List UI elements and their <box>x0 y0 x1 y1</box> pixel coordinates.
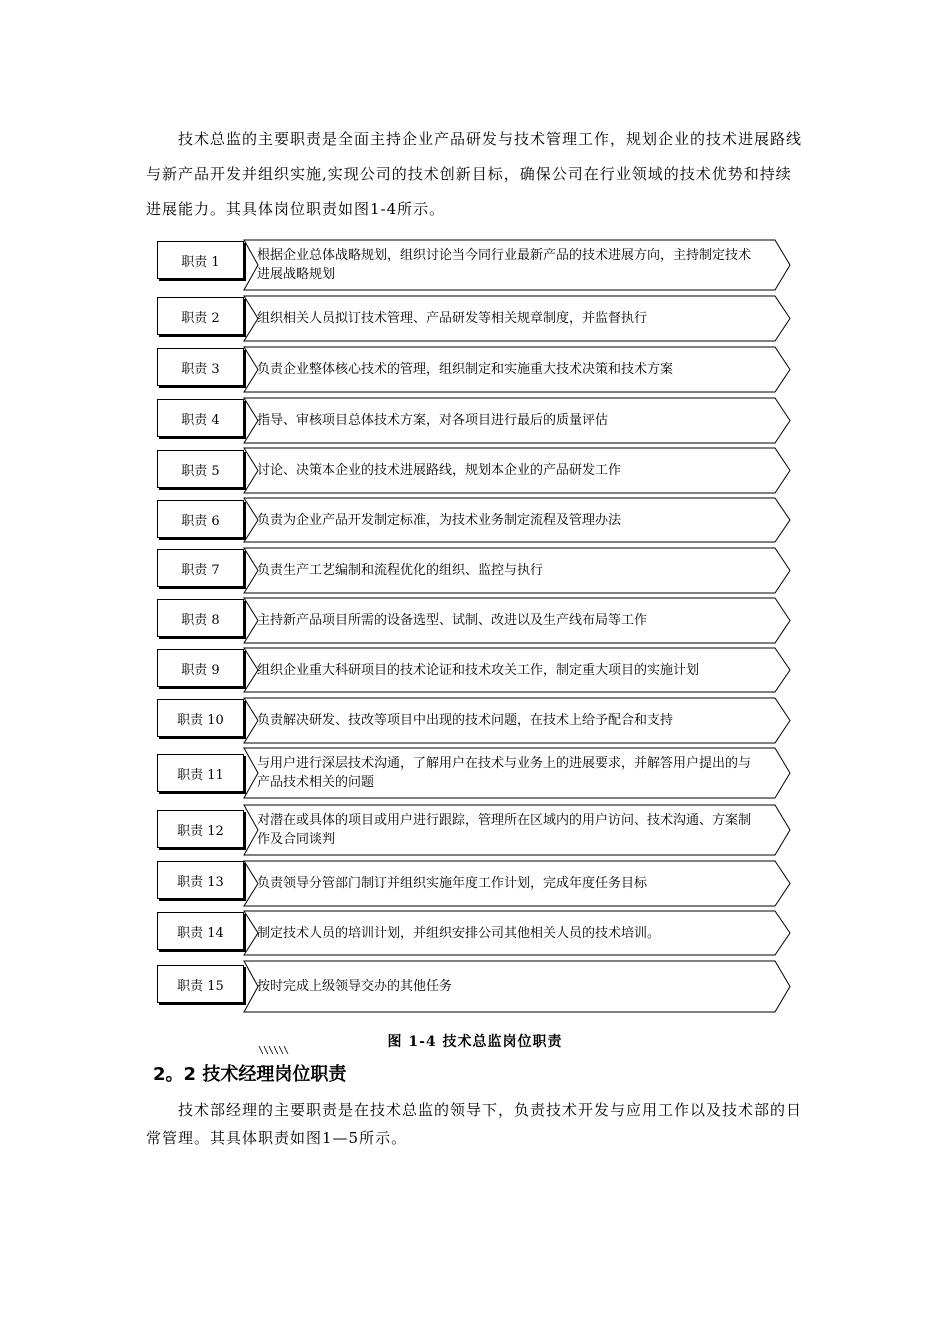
duty-text: 负责为企业产品开发制定标准，为技术业务制定流程及管理办法 <box>257 513 622 528</box>
duty-row <box>0 295 950 342</box>
duty-text: 指导、审核项目总体技术方案，对各项目进行最后的质量评估 <box>257 413 609 428</box>
duty-text: 与用户进行深层技术沟通，了解用户在技术与业务上的进展要求，并解答用户提出的与产品技术相关的问题 <box>257 756 752 790</box>
duty-label: 职责 1 <box>157 241 244 279</box>
intro-paragraph: 技术总监的主要职责是全面主持企业产品研发与技术管理工作，规划企业的技术进展路线与新产品开发并组织实施,实现公司的技术创新目标，确保公司在行业领域的技术优势和持续进展能力。其具体岗位职责如图1-4所示。 <box>146 130 803 218</box>
duty-row <box>0 597 950 644</box>
duty-row <box>0 447 950 494</box>
duty-row <box>0 860 950 907</box>
duty-row <box>0 397 950 444</box>
duty-text: 根据企业总体战略规划，组织讨论当今同行业最新产品的技术进展方向，主持制定技术进展战略规划 <box>257 248 752 282</box>
second-paragraph: 技术部经理的主要职责是在技术总监的领导下，负责技术开发与应用工作以及技术部的日常管理。其具体职责如图1—5所示。 <box>146 1101 803 1147</box>
duty-label: 职责 15 <box>157 965 244 1003</box>
duty-text: 按时完成上级领导交办的其他任务 <box>257 979 453 994</box>
duty-label: 职责 4 <box>157 399 244 437</box>
duty-text: 组织相关人员拟订技术管理、产品研发等相关规章制度，并监督执行 <box>257 311 648 326</box>
duty-text: 对潜在或具体的项目或用户进行跟踪，管理所在区域内的用户访问、技术沟通、方案制作及合同谈判 <box>257 813 752 847</box>
duty-row <box>0 346 950 393</box>
duty-row <box>0 747 950 799</box>
duty-label: 职责 13 <box>157 861 244 899</box>
duty-row <box>0 647 950 693</box>
duty-row <box>0 547 950 594</box>
duty-row <box>0 697 950 744</box>
duty-row <box>0 910 950 956</box>
figure-caption: 图 1-4 技术总监岗位职责 <box>387 1034 563 1050</box>
duty-label: 职责 9 <box>157 649 244 687</box>
duty-text: 负责领导分管部门制订并组织实施年度工作计划，完成年度任务目标 <box>257 876 648 891</box>
duty-text: 制定技术人员的培训计划，并组织安排公司其他相关人员的技术培训。 <box>257 926 661 941</box>
duty-text: 讨论、决策本企业的技术进展路线，规划本企业的产品研发工作 <box>257 463 622 478</box>
duty-row <box>0 804 950 856</box>
duty-text: 组织企业重大科研项目的技术论证和技术攻关工作，制定重大项目的实施计划 <box>257 663 700 678</box>
duty-label: 职责 2 <box>157 297 244 335</box>
duty-text: 负责解决研发、技改等项目中出现的技术问题，在技术上给予配合和支持 <box>257 713 674 728</box>
duty-label: 职责 7 <box>157 549 244 587</box>
duty-text: 负责生产工艺编制和流程优化的组织、监控与执行 <box>257 563 544 578</box>
section-heading: 2。2 技术经理岗位职责 <box>153 1064 347 1085</box>
duty-text: 负责企业整体核心技术的管理，组织制定和实施重大技术决策和技术方案 <box>257 362 674 377</box>
duty-label: 职责 6 <box>157 500 244 538</box>
scribble-mark: \\\\\\ <box>258 1045 289 1056</box>
duty-label: 职责 8 <box>157 599 244 637</box>
duty-label: 职责 3 <box>157 348 244 386</box>
duty-row <box>0 239 950 291</box>
duty-label: 职责 12 <box>157 810 244 848</box>
duty-row <box>0 497 950 543</box>
duty-label: 职责 5 <box>157 450 244 488</box>
duty-row <box>0 960 950 1013</box>
duty-label: 职责 10 <box>157 699 244 737</box>
duty-label: 职责 11 <box>157 754 244 792</box>
duty-label: 职责 14 <box>157 912 244 950</box>
duty-text: 主持新产品项目所需的设备选型、试制、改进以及生产线布局等工作 <box>257 613 648 628</box>
